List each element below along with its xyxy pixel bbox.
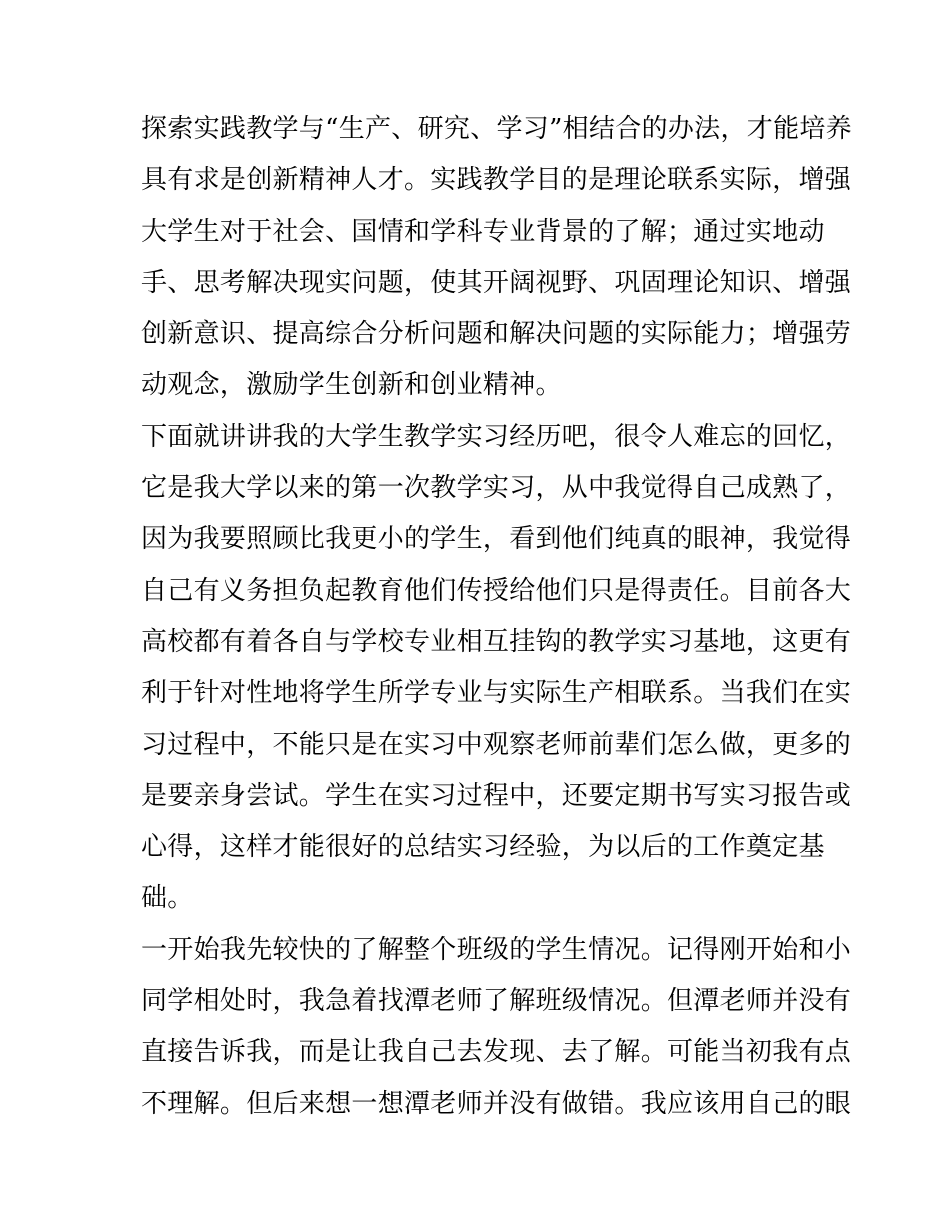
text-line-1: 探索实践教学与“生产、研究、学习”相结合的办法，才能培养 bbox=[141, 114, 852, 144]
text-line-9: 因为我要照顾比我更小的学生，看到他们纯真的眼神，我觉得 bbox=[141, 524, 852, 555]
text-line-8: 它是我大学以来的第一次教学实习，从中我觉得自己成熟了， bbox=[141, 473, 852, 504]
text-line-10: 自己有义务担负起教育他们传授给他们只是得责任。目前各大 bbox=[141, 575, 852, 606]
document-body bbox=[141, 104, 852, 1130]
text-line-11: 高校都有着各自与学校专业相互挂钩的教学实习基地，这更有 bbox=[141, 626, 852, 657]
text-line-5: 创新意识、提高综合分析问题和解决问题的实际能力；增强劳 bbox=[141, 319, 852, 350]
text-line-2: 具有求是创新精神人才。实践教学目的是理论联系实际，增强 bbox=[141, 165, 852, 196]
text-line-13: 习过程中，不能只是在实习中观察老师前辈们怎么做，更多的 bbox=[141, 729, 852, 760]
text-line-19: 直接告诉我，而是让我自己去发现、去了解。可能当初我有点 bbox=[141, 1037, 852, 1068]
text-line-17: 一开始我先较快的了解整个班级的学生情况。记得刚开始和小 bbox=[141, 934, 852, 965]
text-line-16: 础。 bbox=[141, 883, 194, 914]
text-line-20: 不理解。但后来想一想潭老师并没有做错。我应该用自己的眼 bbox=[141, 1088, 852, 1119]
text-line-14: 是要亲身尝试。学生在实习过程中，还要定期书写实习报告或 bbox=[141, 780, 852, 811]
text-line-12: 利于针对性地将学生所学专业与实际生产相联系。当我们在实 bbox=[141, 678, 852, 709]
text-line-4: 手、思考解决现实问题，使其开阔视野、巩固理论知识、增强 bbox=[141, 267, 852, 298]
text-line-6: 动观念，激励学生创新和创业精神。 bbox=[141, 370, 562, 401]
text-line-3: 大学生对于社会、国情和学科专业背景的了解；通过实地动 bbox=[141, 216, 825, 247]
text-line-18: 同学相处时，我急着找潭老师了解班级情况。但潭老师并没有 bbox=[141, 986, 852, 1017]
text-line-7: 下面就讲讲我的大学生教学实习经历吧，很令人难忘的回忆， bbox=[141, 421, 852, 452]
text-line-15: 心得，这样才能很好的总结实习经验，为以后的工作奠定基 bbox=[141, 832, 825, 863]
